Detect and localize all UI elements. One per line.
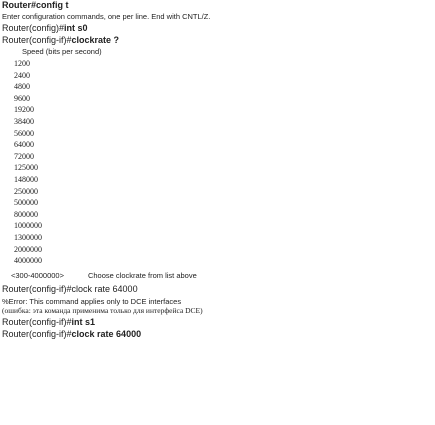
command: int s1 [71, 317, 96, 327]
command: clockrate ? [71, 35, 120, 45]
clockrate-value: 38400 [14, 117, 34, 126]
clockrate-value: 64000 [14, 140, 34, 150]
range-help-text: Choose clockrate from list above [87, 271, 197, 280]
prompt: Router# [2, 0, 37, 10]
prompt: Router(config)# [2, 23, 65, 33]
line-router-config-t [2, 1, 69, 10]
clockrate-value: 2400 [14, 70, 30, 80]
clockrate-value: 148000 [14, 175, 38, 184]
clockrate-value: 1200 [14, 59, 30, 68]
command: clock rate 64000 [71, 329, 142, 339]
line-range-help [11, 272, 197, 280]
prompt: Router(config-if)# [2, 35, 72, 45]
line-int-s0 [2, 24, 88, 33]
prompt: Router(config-if)# [2, 317, 72, 327]
line-enter-config: Enter configuration commands, one per line. End with CNTL/Z. [2, 12, 211, 21]
clockrate-value: 9600 [14, 93, 30, 103]
clockrate-value: 250000 [14, 186, 38, 196]
clockrate-value: 125000 [14, 163, 38, 173]
line-error: %Error: This command applies only to DCE interfaces [2, 297, 182, 306]
range: <300-4000000> [11, 271, 64, 280]
clockrate-value: 19200 [14, 105, 34, 115]
line-clock-rate-s0 [2, 285, 138, 294]
clockrate-value: 800000 [14, 209, 38, 219]
line-error-translation: (ошибка: эта команда применима только для интерфейса DCE) [2, 306, 203, 315]
prompt: Router(config-if)# [2, 329, 72, 339]
line-clock-rate-s1 [2, 330, 141, 339]
command: clock rate 64000 [71, 284, 138, 294]
clockrate-value: 4800 [14, 82, 30, 92]
clockrate-value: 4000000 [14, 256, 42, 266]
line-speed-header: Speed (bits per second) [22, 47, 102, 56]
clockrate-value: 1000000 [14, 221, 42, 231]
command: int s0 [64, 23, 88, 33]
clockrate-value: 72000 [14, 151, 34, 161]
command: config t [36, 0, 69, 10]
clockrate-value: 56000 [14, 128, 34, 138]
line-clockrate-help [2, 36, 119, 45]
line-int-s1 [2, 318, 95, 327]
clockrate-value: 2000000 [14, 244, 42, 254]
clockrate-value: 1300000 [14, 233, 42, 242]
clockrate-value: 500000 [14, 198, 38, 208]
prompt: Router(config-if)# [2, 284, 72, 294]
